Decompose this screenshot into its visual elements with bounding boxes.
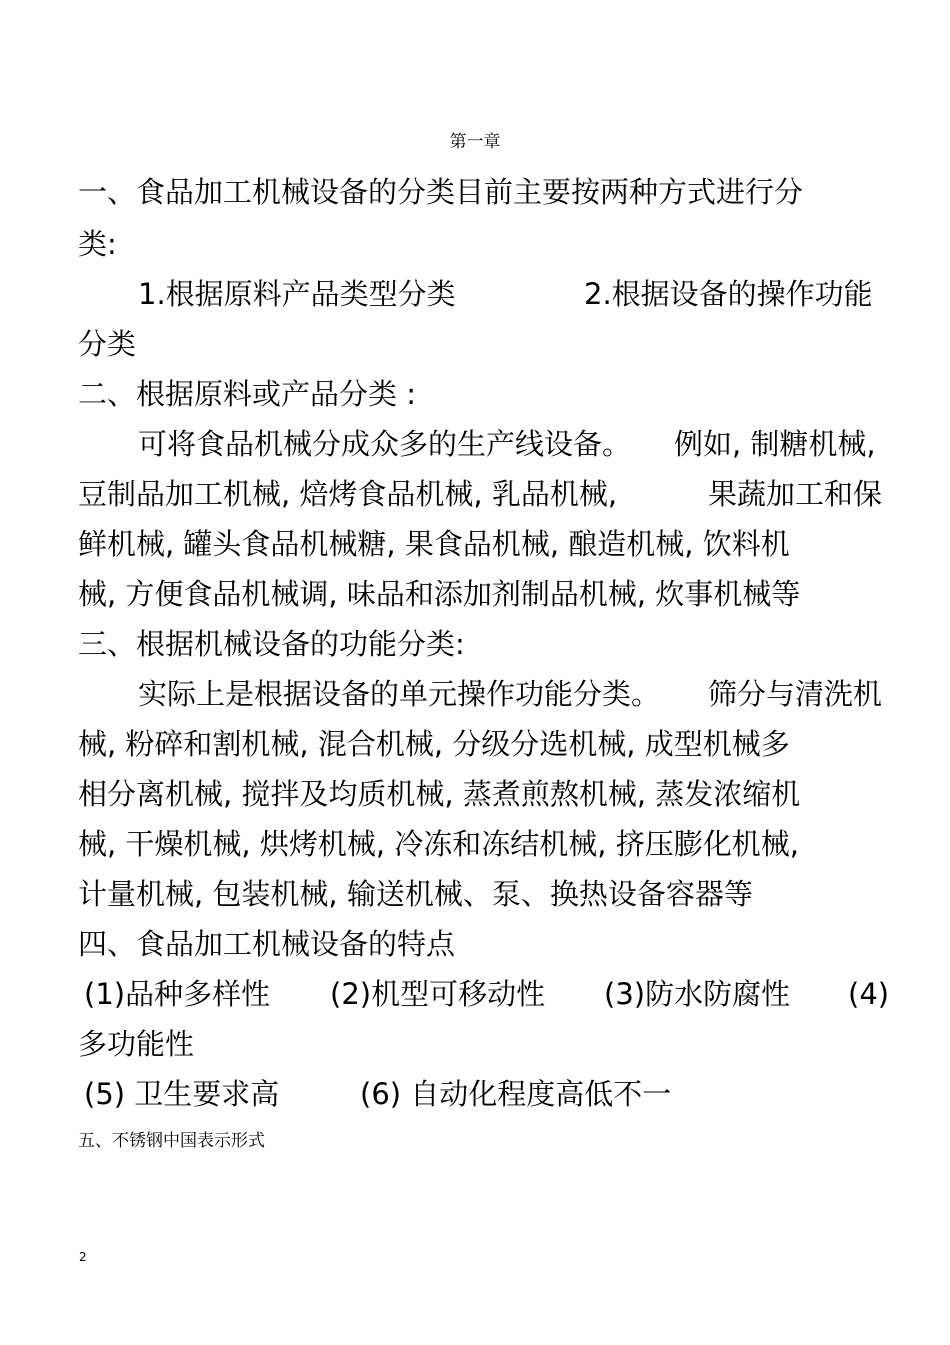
section-3-line-1a: 实际上是根据设备的单元操作功能分类。 [138,677,661,711]
section-2-line-1a: 可将食品机械分成众多的生产线设备。 [138,427,632,461]
section-3-line-5: 计量机械, 包装机械, 输送机械、泵、换热设备容器等 [78,877,753,911]
section-3-line-2: 械, 粉碎和割机械, 混合机械, 分级分选机械, 成型机械多 [78,727,790,761]
section-1-line-4: 分类 [78,327,137,361]
feature-6: (6) 自动化程度高低不一 [360,1077,672,1111]
section-3-line-3: 相分离机械, 搅拌及均质机械, 蒸煮煎熬机械, 蒸发浓缩机 [78,777,801,811]
feature-1: (1)品种多样性 [84,977,271,1011]
feature-2: (2)机型可移动性 [330,977,546,1011]
section-4-heading: 四、食品加工机械设备的特点 [78,927,456,961]
section-1-line-2: 类: [78,227,117,261]
chapter-title: 第一章 [449,132,501,152]
section-3-line-4: 械, 干燥机械, 烘烤机械, 冷冻和冻结机械, 挤压膨化机械, [78,827,799,861]
section-1-item-2: 2.根据设备的操作功能 [584,277,873,311]
feature-4: (4) [848,977,890,1011]
section-2-line-4: 械, 方便食品机械调, 味品和添加剂制品机械, 炊事机械等 [78,577,801,611]
feature-4-text: 多功能性 [78,1027,195,1061]
section-1-item-1: 1.根据原料产品类型分类 [138,277,456,311]
page-number: 2 [79,1250,87,1264]
section-2-line-3: 鲜机械, 罐头食品机械糖, 果食品机械, 酿造机械, 饮料机 [78,527,790,561]
section-5-heading: 五、不锈钢中国表示形式 [78,1131,265,1151]
feature-5: (5) 卫生要求高 [84,1077,280,1111]
section-3-heading: 三、根据机械设备的功能分类: [78,627,465,661]
section-2-line-1b: 例如, 制糖机械, [674,427,876,461]
section-2-heading: 二、根据原料或产品分类 : [78,377,416,411]
section-3-line-1b: 筛分与清洗机 [708,677,883,711]
section-2-line-2b: 果蔬加工和保 [708,477,883,511]
section-2-line-2a: 豆制品加工机械, 焙烤食品机械, 乳品机械, [78,477,618,511]
section-1-line-1: 一、食品加工机械设备的分类目前主要按两种方式进行分 [78,175,804,209]
feature-3: (3)防水防腐性 [604,977,791,1011]
